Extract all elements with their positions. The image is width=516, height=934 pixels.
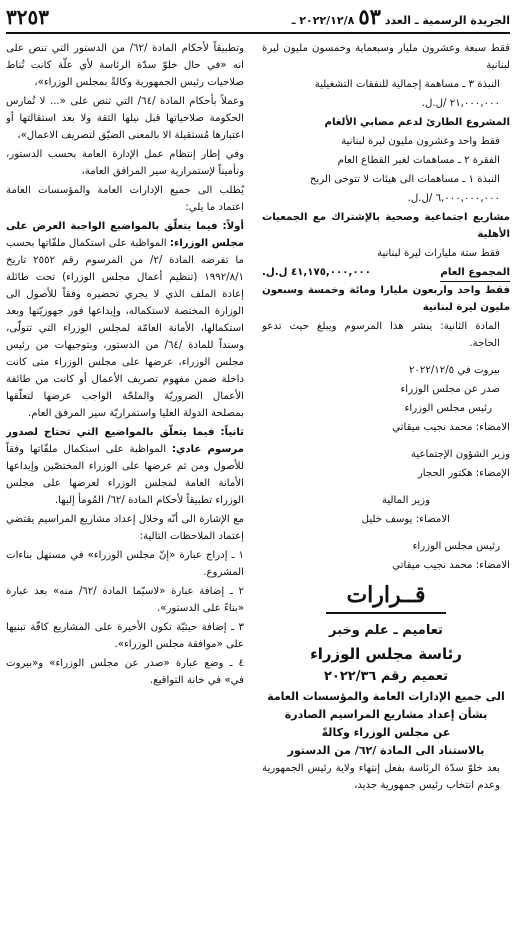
total-in-words: فقط واحد واربعون مليارا ومائة وخمسة وسبعون مليون ليرة لبنانية <box>262 285 510 313</box>
item-one <box>6 218 254 422</box>
page-number: ٣٢٥٣ <box>6 5 49 29</box>
issue-number: ٥٣ <box>358 4 381 29</box>
item-two <box>6 424 254 509</box>
minister-title: وزير الشؤون الإجتماعية <box>410 449 510 460</box>
signature: الامضاء: يوسف خليل <box>361 514 450 525</box>
section-heading: قــرارات <box>346 582 426 608</box>
item-two-title: ثانياً: فيما يتعلّق بالمواضيع التي تحتاج لصدور مرسوم عادي: <box>6 427 244 455</box>
issue-date: ٢٠٢٢/١٢/٨ ـ <box>291 14 355 27</box>
paragraph: فقط سبعة وعشرون مليار وسبعماية وخمسون مليون ليرة لبنانية <box>262 43 510 71</box>
issued-by-title: رئيس مجلس الوزراء <box>404 403 492 414</box>
list-item: ٢ ـ إضافة عبارة «لاسيّما المادة /٦٢/ منه» بعد عبارة «بناءً على الدستور». <box>6 586 244 614</box>
paragraph: النبذة ٣ ـ مساهمة إجمالية للنفقات التشغيلية <box>314 79 500 90</box>
paragraph: وتطبيقاً لأحكام المادة /٦٢/ من الدستور التي تنص على انه «في حال خلوّ سدّة الرئاسة لأي علّة كانت تُناط صلاحيات رئيس الجمهورية وكالةً بمجلس الوزراء»، <box>6 43 244 88</box>
paragraph: الفقرة ٢ ـ مساهمات لغير القطاع العام <box>337 155 500 166</box>
circular-title: بالاستناد الى المادة /٦٢/ من الدستور <box>287 744 485 757</box>
page-columns <box>6 40 510 930</box>
minister-title: وزير المالية <box>381 495 430 506</box>
total-row <box>262 264 510 282</box>
total-label: المجموع العام <box>440 264 510 282</box>
publication-title-group <box>292 4 510 29</box>
amount: ٦,٠٠٠,٠٠٠,٠٠٠ /ل.ل. <box>407 193 500 204</box>
item-one-body: المواظبة على استكمال ملفّاتها بحسب ما تفرضه المادة /٢/ من المرسوم رقم ٢٥٥٢ تاريخ ١٩٩٢/٨/١ (تنظيم أعمال مجلس الوزراء) تحت طائلة إعادة الملف الذي لا يجري تحضيره وفقاً للأصول الى الوزارة المختصة لاستكماله، وإيداعها فور جهوزيّتها وبعد استكمالها، الأمانة العامّة لمجلس الوزراء التي تتولّى، وسنداً للمادة /٦٤/ من الدستور، وبتوجيهات من رئيس مجلس الوزراء، عرضها على مجلس الوزراء متى كانت داخلة ضمن مفهوم تصريف الأعمال أو كانت من طائفة الأعمال الضروريّة والملحّة الواجب عرضها لتعلّقها بمصلحة الدولة العليا واستمراريّة سير المرفق العام. <box>6 238 244 419</box>
list-item: ٣ ـ إضافة حيثيّة تكون الأخيرة على المشاريع كافّة تبنيها على «موافقة مجلس الوزراء». <box>6 622 244 650</box>
subheading: تعاميم ـ علم وخبر <box>329 623 443 638</box>
signature: الإمضاء: هكتور الحجار <box>417 468 510 479</box>
circular-title: عن مجلس الوزراء وكالةً <box>321 726 451 739</box>
total-value: ٤١,١٧٥,٠٠٠,٠٠٠ ل.ل. <box>262 267 371 278</box>
paragraph: وفي إطار إنتظام عمل الإدارة العامة بحسب الدستور، وتأميناً لإستمرارية سير المرافق العامة، <box>6 149 244 177</box>
publication-title: الجريدة الرسمية ـ العدد <box>384 14 510 27</box>
signature: الامضاء: محمد نجيب ميقاتي <box>392 422 510 433</box>
right-column <box>262 40 510 930</box>
heading-underline <box>326 612 446 614</box>
list-item: ١ ـ إدراج عبارة «إنّ مجلس الوزراء» في مستهل بناءات المشروع. <box>6 550 244 578</box>
page-header <box>6 4 510 34</box>
paragraph: بعد خلوّ سدّة الرئاسة بفعل إنتهاء ولاية رئيس الجمهورية وعدم انتخاب رئيس جمهورية جديد، <box>262 763 500 791</box>
article-two: المادة الثانية: ينشر هذا المرسوم ويبلغ حيث تدعو الحاجة. <box>262 321 500 349</box>
left-column <box>6 40 254 930</box>
item-two-body: المواظبة على استكمال ملفّاتها وفقاً للأصول ومن ثم عرضها على الوزراء المختصّين وإيداعها الأمانة العامة لمجلس الوزراء لعرضها على مجلس الوزراء تطبيقاً لأحكام المادة /٦٢/ المُومأ إليها. <box>6 444 244 506</box>
paragraph: مع الإشارة الى أنّه وخلال إعداد مشاريع المراسيم يقتضي إعتماد الملاحظات التالية: <box>6 514 244 542</box>
circular-number: تعميم رقم ٢٠٢٢/٣٦ <box>323 669 449 684</box>
body-heading: رئاسة مجلس الوزراء <box>310 645 462 663</box>
section-title: المشروع الطارئ لدعم مصابي الألغام <box>324 117 510 128</box>
circular-title: بشأن إعداد مشاريع المراسيم الصادرة <box>284 708 488 721</box>
paragraph: فقط واحد وعشرون مليون ليرة لبنانية <box>341 136 500 147</box>
paragraph: فقط ستة مليارات ليرة لبنانية <box>377 248 500 259</box>
section-title: مشاريع اجتماعية وصحية بالإشتراك مع الجمعيات الأهلية <box>262 212 510 240</box>
signature: الامضاء: محمد نجيب ميقاتي <box>392 560 510 571</box>
place-date: بيروت في ٢٠٢٢/١٢/٥ <box>408 365 500 376</box>
issued-by: صدر عن مجلس الوزراء <box>400 384 500 395</box>
pm-title: رئيس مجلس الوزراء <box>412 541 500 552</box>
amount: ٢١,٠٠٠,٠٠٠ /ل.ل. <box>421 98 500 109</box>
list-item: ٤ ـ وضع عبارة «صدر عن مجلس الوزراء» و«بيروت في» في خانة التواقيع. <box>6 658 244 686</box>
paragraph: يُطلب الى جميع الإدارات العامة والمؤسسات العامة اعتماد ما يلي: <box>6 185 244 213</box>
paragraph: وعملاً بأحكام المادة /٦٤/ التي تنص على «... لا تُمارس الحكومة صلاحياتها قبل نيلها الثقة ولا بعد استقالتها أو اعتبارها مُستقيلة الا بالمعنى الضيّق لتصريف الاعمال»، <box>6 96 244 141</box>
paragraph: النبذة ١ ـ مساهمات الى هيئات لا تتوخى الربح <box>309 174 500 185</box>
item-one-title: أولاً: فيما يتعلّق بالمواضيع الواجبة العرض على مجلس الوزراء: <box>6 221 244 249</box>
circular-title: الى جميع الإدارات العامة والمؤسسات العامة <box>267 690 505 703</box>
